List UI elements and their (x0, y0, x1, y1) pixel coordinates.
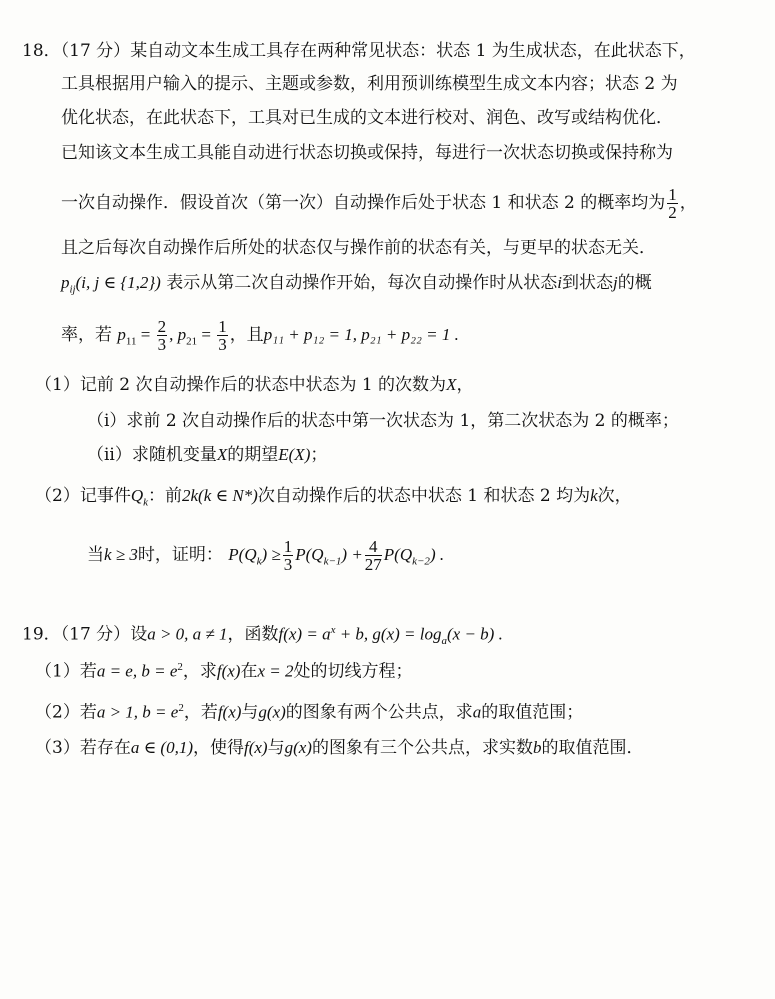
q18-line-7: $p_{ij}(i$, j ∈ {1,2}) 表示从第二次自动操作开始，每次自动操作时从状态i到状态j的概 (61, 273, 652, 296)
q18-score: （17 分） (60, 41, 131, 61)
fraction-p11: $\frac{2}{3}$ (157, 317, 167, 354)
q18-sub-2-proof: 当k ≥ 3时，证明： $P(Q_k)$ ≥ $\frac{1}{3}$ $P(Q_{k-1})$ + $\frac{4}{27}$ $P(Q_{k-2})$ . (87, 537, 445, 574)
q18-line-3: 优化状态，在此状态下，工具对已生成的文本进行校对、润色、改写或结构优化． (61, 108, 673, 128)
q19-number: 19． (22, 624, 61, 645)
fraction-one-third: $\frac{1}{3}$ (283, 537, 293, 574)
q18-sub-1-i: （i）求前 2 次自动操作后的状态中第一次状态为 1，第二次状态为 2 的概率； (87, 411, 679, 431)
fraction-half: $\frac{1}{2}$ (668, 185, 677, 222)
q18-text-5: 一次自动操作．假设首次（第一次）自动操作后处于状态 1 和状态 2 的概率均为 (61, 193, 666, 213)
q18-sub-1-ii: （ii）求随机变量X的期望E(X)； (87, 445, 328, 465)
fraction-four-27: $\frac{4}{27}$ (364, 537, 382, 574)
q18-text-1: 某自动文本生成工具存在两种常见状态：状态 1 为生成状态，在此状态下， (130, 41, 696, 61)
q18-line-6: 且之后每次自动操作后所处的状态仅与操作前的状态有关，与更早的状态无关． (61, 238, 656, 258)
q19-sub-1: （1）若a = e, $b = e^2$，求f(x)在x = 2处的切线方程； (35, 661, 413, 682)
q18-line-1 (22, 40, 696, 62)
fraction-p21: $\frac{1}{3}$ (218, 317, 227, 354)
q19-score: （17 分） (60, 624, 131, 645)
q18-line-2: 工具根据用户输入的提示、主题或参数，利用预训练模型生成文本内容；状态 2 为 (61, 74, 678, 94)
q19-sub-2: （2）若a > 1, $b = e^2$，若f(x)与g(x)的图象有两个公共点，求a的取值范围； (35, 702, 584, 723)
q18-line-8: 率，若 $p_{11}$ = $\frac{2}{3}$ , $p_{21}$ = $\frac{1}{3}$ ，且p₁₁ + p₁₂ = 1, p₂₁ + p₂₂ = 1 . (61, 317, 459, 354)
q18-sub-2: （2）记事件$Q_k$：前2k(k ∈ N*)次自动操作后的状态中状态 1 和状态 2 均为k次， (35, 486, 632, 509)
q18-sub-1: （1）记前 2 次自动操作后的状态中状态为 1 的次数为X， (35, 375, 474, 395)
q19-sub-3: （3）若存在a ∈ (0,1)，使得f(x)与g(x)的图象有三个公共点，求实数b的取值范围． (35, 738, 644, 758)
q18-line-4: 已知该文本生成工具能自动进行状态切换或保持，每进行一次状态切换或保持称为 (61, 143, 673, 163)
p-ij-symbol: p (61, 273, 70, 292)
q18-number: 18． (22, 41, 61, 61)
q19-line-1: 19．（17 分）设a > 0, a ≠ 1，函数$f(x) = a^x + b$, $g(x) = \log_a(x - b)$ . (22, 624, 503, 648)
q18-line-5: 一次自动操作．假设首次（第一次）自动操作后处于状态 1 和状态 2 的概率均为 $\frac{1}{2}$ ， (61, 185, 697, 222)
